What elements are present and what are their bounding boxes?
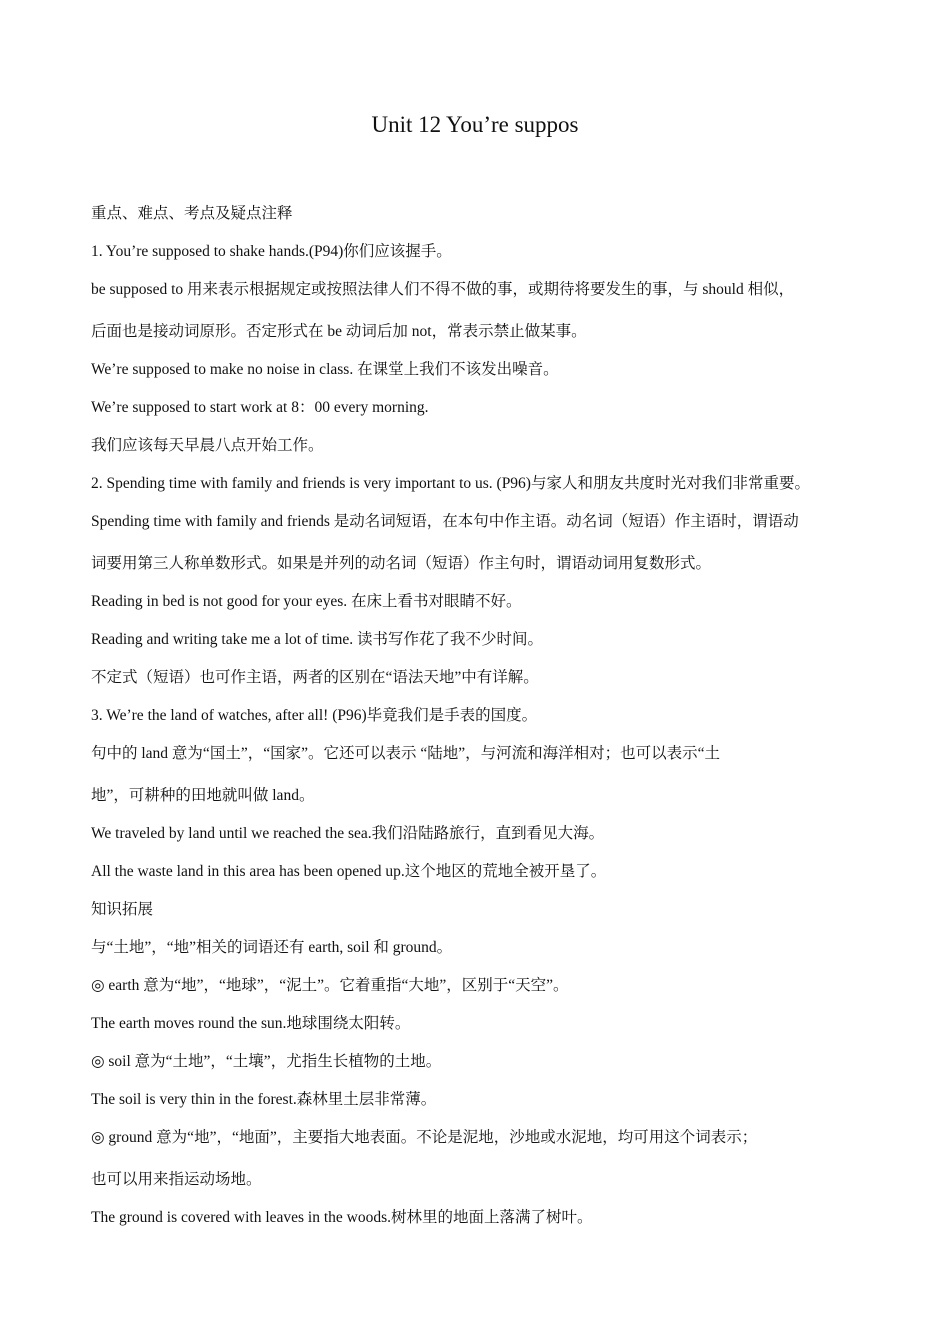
point-3-explanation-line-1: 句中的 land 意为“国土”，“国家”。它还可以表示 “陆地”，与河流和海洋相对；也可以表示“土 [91, 745, 720, 762]
ground-definition-line-2: 也可以用来指运动场地。 [91, 1171, 262, 1188]
example-sentence: We’re supposed to start work at 8：00 every morning. [91, 399, 429, 416]
earth-definition: ◎ earth 意为“地”，“地球”，“泥土”。它着重指“大地”，区别于“天空”。 [91, 977, 569, 994]
ground-definition-line-1: ◎ ground 意为“地”，“地面”，主要指大地表面。不论是泥地，沙地或水泥地，均可用这个词表示； [91, 1129, 758, 1146]
point-2-explanation-line-1: Spending time with family and friends 是动名词短语，在本句中作主语。动名词（短语）作主语时，谓语动 [91, 513, 799, 530]
example-translation: 我们应该每天早晨八点开始工作。 [91, 437, 324, 454]
note-line: 不定式（短语）也可作主语，两者的区别在“语法天地”中有详解。 [91, 669, 539, 686]
point-1-explanation-line-2: 后面也是接动词原形。否定形式在 be 动词后加 not，常表示禁止做某事。 [91, 323, 587, 340]
page-title: Unit 12 You’re suppos [371, 112, 579, 137]
body-text [91, 203, 866, 1245]
example-sentence: The earth moves round the sun.地球围绕太阳转。 [91, 1015, 411, 1032]
section-heading: 重点、难点、考点及疑点注释 [91, 205, 293, 222]
knowledge-expansion-heading: 知识拓展 [91, 901, 154, 918]
example-sentence: Reading and writing take me a lot of time. 读书写作花了我不少时间。 [91, 631, 544, 648]
ground-definition [91, 1127, 866, 1191]
soil-definition: ◎ soil 意为“土地”，“土壤”，尤指生长植物的土地。 [91, 1053, 442, 1070]
example-sentence: Reading in bed is not good for your eyes. 在床上看书对眼睛不好。 [91, 593, 522, 610]
expansion-intro: 与“土地”，“地”相关的词语还有 earth, soil 和 ground。 [91, 939, 453, 956]
point-2-explanation [91, 511, 866, 575]
point-3-heading: 3. We’re the land of watches, after all! (P96)毕竟我们是手表的国度。 [91, 707, 538, 724]
point-3-explanation-line-2: 地”，可耕种的田地就叫做 land。 [91, 787, 315, 804]
example-sentence: We traveled by land until we reached the sea.我们沿陆路旅行，直到看见大海。 [91, 825, 605, 842]
example-sentence: All the waste land in this area has been opened up.这个地区的荒地全被开垦了。 [91, 863, 607, 880]
point-3-explanation [91, 743, 866, 807]
point-2-heading: 2. Spending time with family and friends is very important to us. (P96)与家人和朋友共度时光对我们非常重要。 [91, 475, 810, 492]
point-1-explanation [91, 279, 866, 343]
point-1-heading: 1. You’re supposed to shake hands.(P94)你们应该握手。 [91, 243, 452, 260]
point-1-explanation-line-1: be supposed to 用来表示根据规定或按照法律人们不得不做的事，或期待将要发生的事，与 should 相似， [91, 281, 795, 298]
example-sentence: We’re supposed to make no noise in class. 在课堂上我们不该发出噪音。 [91, 361, 559, 378]
example-sentence: The ground is covered with leaves in the woods.树林里的地面上落满了树叶。 [91, 1209, 593, 1226]
point-2-explanation-line-2: 词要用第三人称单数形式。如果是并列的动名词（短语）作主句时，谓语动词用复数形式。 [91, 555, 712, 572]
example-sentence: The soil is very thin in the forest.森林里土层非常薄。 [91, 1091, 437, 1108]
